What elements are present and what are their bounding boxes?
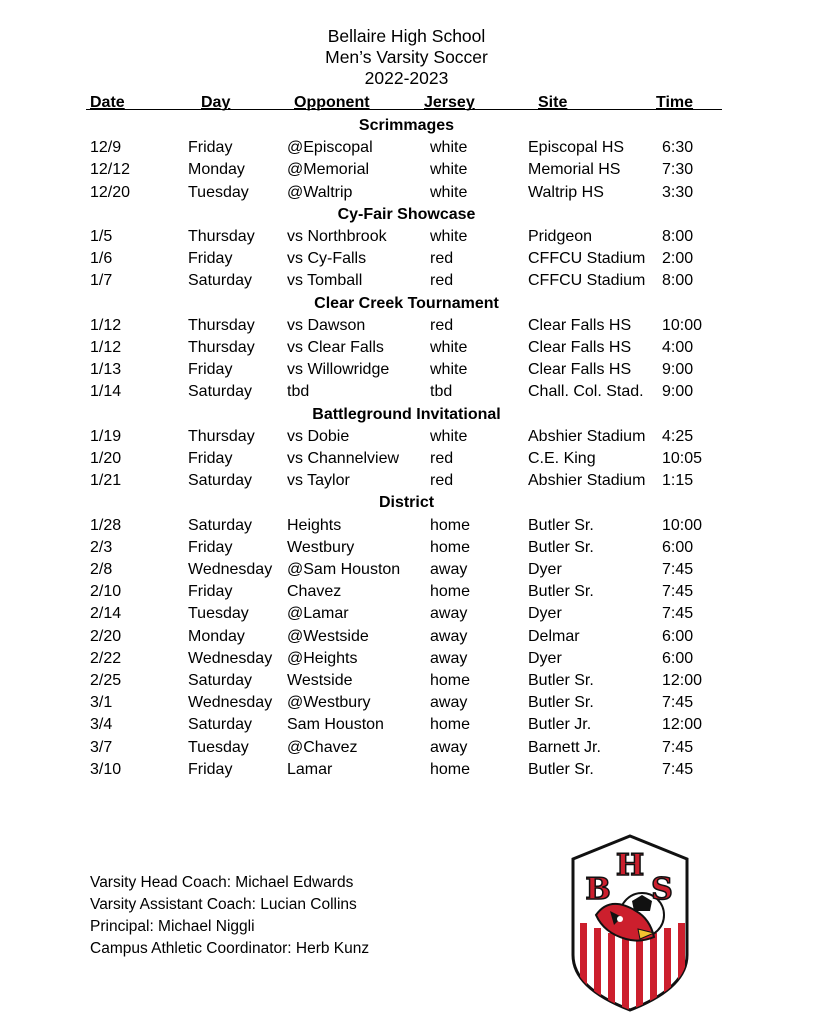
table-row bbox=[0, 448, 813, 470]
table-row bbox=[0, 359, 813, 381]
cell-site: Butler Sr. bbox=[528, 538, 594, 556]
cell-day: Friday bbox=[188, 139, 233, 157]
cell-time: 10:05 bbox=[662, 450, 703, 467]
header-opponent: Opponent bbox=[294, 94, 370, 111]
cell-day: Friday bbox=[188, 760, 233, 778]
cell-jersey: red bbox=[430, 250, 454, 268]
cell-day: Wednesday bbox=[188, 561, 273, 578]
cell-date: 2/3 bbox=[90, 538, 113, 556]
cell-jersey: away bbox=[430, 605, 468, 623]
cell-date: 1/20 bbox=[90, 450, 122, 467]
cell-day: Friday bbox=[188, 538, 233, 556]
cell-jersey: red bbox=[430, 316, 454, 334]
cell-time: 7:45 bbox=[662, 694, 694, 712]
cell-opponent: vs Willowridge bbox=[287, 361, 390, 379]
cell-opponent: Westside bbox=[287, 672, 353, 689]
section-heading: Battleground Invitational bbox=[312, 405, 501, 423]
cell-opponent: vs Clear Falls bbox=[287, 339, 384, 356]
cell-time: 8:00 bbox=[662, 228, 694, 245]
cell-jersey: home bbox=[430, 672, 471, 689]
cell-date: 1/14 bbox=[90, 383, 122, 401]
logo-letter-s: S bbox=[651, 872, 673, 907]
cell-date: 1/7 bbox=[90, 272, 113, 290]
cell-date: 1/12 bbox=[90, 316, 122, 334]
cell-day: Saturday bbox=[188, 716, 253, 734]
staff-line: Principal: Michael Niggli bbox=[90, 918, 255, 935]
cell-jersey: away bbox=[430, 694, 468, 712]
cell-time: 1:15 bbox=[662, 472, 694, 490]
cell-site: Clear Falls HS bbox=[528, 339, 632, 356]
table-row bbox=[0, 270, 813, 292]
cell-date: 2/25 bbox=[90, 672, 122, 689]
table-row bbox=[0, 648, 813, 670]
cell-date: 1/19 bbox=[90, 427, 122, 445]
cell-site: Chall. Col. Stad. bbox=[528, 383, 644, 401]
school-name: Bellaire High School bbox=[327, 26, 486, 46]
header-time: Time bbox=[656, 94, 694, 111]
cell-day: Thursday bbox=[188, 316, 255, 334]
cell-day: Tuesday bbox=[188, 738, 249, 756]
cell-date: 12/20 bbox=[90, 183, 131, 201]
cell-opponent: Chavez bbox=[287, 583, 342, 601]
cell-site: Dyer bbox=[528, 605, 562, 623]
cell-jersey: white bbox=[430, 427, 468, 445]
table-row bbox=[0, 714, 813, 736]
table-row bbox=[0, 670, 813, 692]
table-row bbox=[0, 226, 813, 248]
cell-day: Thursday bbox=[188, 427, 255, 445]
cell-jersey: away bbox=[430, 738, 468, 756]
cell-date: 1/6 bbox=[90, 250, 113, 268]
cell-time: 6:00 bbox=[662, 649, 694, 667]
cell-site: Pridgeon bbox=[528, 228, 593, 245]
cell-time: 6:30 bbox=[662, 139, 694, 157]
cell-date: 12/9 bbox=[90, 139, 122, 157]
cell-day: Friday bbox=[188, 250, 233, 268]
section-heading: Cy-Fair Showcase bbox=[337, 205, 476, 223]
cell-opponent: @Heights bbox=[287, 649, 358, 667]
cell-date: 3/4 bbox=[90, 716, 113, 734]
cell-site: Butler Jr. bbox=[528, 716, 592, 734]
cell-site: Dyer bbox=[528, 561, 562, 578]
cell-site: Clear Falls HS bbox=[528, 361, 632, 379]
staff-line: Campus Athletic Coordinator: Herb Kunz bbox=[90, 940, 370, 957]
cell-jersey: home bbox=[430, 583, 471, 601]
cell-time: 10:00 bbox=[662, 316, 703, 334]
cell-site: Butler Sr. bbox=[528, 516, 594, 534]
cell-time: 8:00 bbox=[662, 272, 694, 290]
table-row bbox=[0, 537, 813, 559]
table-row bbox=[0, 737, 813, 759]
cell-day: Friday bbox=[188, 583, 233, 601]
cell-jersey: red bbox=[430, 472, 454, 490]
cell-day: Saturday bbox=[188, 383, 253, 401]
cell-site: Butler Sr. bbox=[528, 694, 594, 712]
table-row bbox=[0, 759, 813, 781]
cell-date: 3/10 bbox=[90, 760, 122, 778]
table-row bbox=[0, 603, 813, 625]
logo-letter-h: H bbox=[615, 848, 645, 883]
cell-opponent: vs Tomball bbox=[287, 272, 363, 290]
cell-date: 3/7 bbox=[90, 738, 113, 756]
cell-site: CFFCU Stadium bbox=[528, 272, 646, 290]
table-row bbox=[0, 515, 813, 537]
cell-opponent: vs Dawson bbox=[287, 316, 366, 334]
cell-date: 2/14 bbox=[90, 605, 122, 623]
header-day: Day bbox=[201, 94, 231, 111]
cell-site: Butler Sr. bbox=[528, 583, 594, 601]
header-date: Date bbox=[90, 94, 125, 111]
cell-jersey: white bbox=[430, 161, 468, 179]
table-row bbox=[0, 248, 813, 270]
cell-opponent: vs Taylor bbox=[287, 472, 350, 490]
cell-time: 12:00 bbox=[662, 672, 703, 689]
cell-date: 1/28 bbox=[90, 516, 122, 534]
cell-date: 1/13 bbox=[90, 361, 122, 379]
cell-site: Abshier Stadium bbox=[528, 472, 646, 490]
cell-day: Saturday bbox=[188, 516, 253, 534]
cell-time: 7:45 bbox=[662, 738, 694, 756]
table-row bbox=[0, 426, 813, 448]
cell-day: Monday bbox=[188, 161, 245, 179]
cell-opponent: @Lamar bbox=[287, 605, 349, 623]
cell-day: Friday bbox=[188, 361, 233, 379]
cell-site: CFFCU Stadium bbox=[528, 250, 646, 268]
cell-time: 2:00 bbox=[662, 250, 694, 268]
cell-jersey: away bbox=[430, 561, 468, 578]
cell-jersey: white bbox=[430, 228, 468, 245]
table-row bbox=[0, 337, 813, 359]
cell-time: 9:00 bbox=[662, 383, 694, 401]
cell-date: 2/10 bbox=[90, 583, 122, 601]
cell-opponent: vs Cy-Falls bbox=[287, 250, 367, 268]
header-jersey: Jersey bbox=[424, 94, 475, 111]
cell-time: 7:45 bbox=[662, 561, 694, 578]
cell-time: 3:30 bbox=[662, 183, 694, 201]
table-row bbox=[0, 559, 813, 581]
table-row bbox=[0, 381, 813, 403]
cell-opponent: tbd bbox=[287, 383, 310, 401]
cell-time: 7:30 bbox=[662, 161, 694, 179]
cell-time: 7:45 bbox=[662, 605, 694, 623]
cell-opponent: @Episcopal bbox=[287, 139, 373, 157]
cell-day: Tuesday bbox=[188, 183, 249, 201]
cell-day: Wednesday bbox=[188, 649, 273, 667]
cell-time: 7:45 bbox=[662, 583, 694, 601]
header-site: Site bbox=[538, 94, 568, 111]
table-row bbox=[0, 182, 813, 204]
cell-site: Memorial HS bbox=[528, 161, 621, 179]
cell-day: Wednesday bbox=[188, 694, 273, 712]
cell-site: Episcopal HS bbox=[528, 139, 625, 157]
season: 2022-2023 bbox=[364, 68, 449, 88]
cell-date: 1/5 bbox=[90, 228, 113, 245]
cell-opponent: @Memorial bbox=[287, 161, 370, 179]
cell-opponent: @Waltrip bbox=[287, 183, 353, 201]
cell-jersey: away bbox=[430, 649, 468, 667]
cell-day: Saturday bbox=[188, 672, 253, 689]
cell-date: 3/1 bbox=[90, 694, 113, 712]
cell-day: Thursday bbox=[188, 228, 255, 245]
cell-day: Saturday bbox=[188, 272, 253, 290]
cell-opponent: @Westbury bbox=[287, 694, 371, 712]
cell-site: Barnett Jr. bbox=[528, 738, 601, 756]
table-row bbox=[0, 626, 813, 648]
cell-opponent: Lamar bbox=[287, 760, 333, 778]
cell-day: Monday bbox=[188, 627, 245, 645]
team-name: Men’s Varsity Soccer bbox=[325, 47, 488, 67]
cell-opponent: @Westside bbox=[287, 627, 369, 645]
cell-jersey: home bbox=[430, 516, 471, 534]
cell-day: Thursday bbox=[188, 339, 255, 356]
cell-site: Dyer bbox=[528, 649, 562, 667]
cell-jersey: white bbox=[430, 361, 468, 379]
cell-opponent: @Chavez bbox=[287, 738, 358, 756]
staff-line: Varsity Assistant Coach: Lucian Collins bbox=[90, 896, 357, 913]
cell-opponent: Sam Houston bbox=[287, 716, 384, 734]
cell-site: Clear Falls HS bbox=[528, 316, 632, 334]
cell-time: 6:00 bbox=[662, 538, 694, 556]
cell-opponent: Westbury bbox=[287, 538, 355, 556]
shield-icon bbox=[570, 833, 690, 1013]
table-row bbox=[0, 581, 813, 603]
cell-jersey: away bbox=[430, 627, 468, 645]
cell-day: Friday bbox=[188, 450, 233, 467]
table-row bbox=[0, 692, 813, 714]
table-row bbox=[0, 470, 813, 492]
cell-site: Butler Sr. bbox=[528, 672, 594, 689]
cell-jersey: tbd bbox=[430, 383, 453, 401]
table-row bbox=[0, 159, 813, 181]
cell-jersey: white bbox=[430, 183, 468, 201]
cell-date: 1/12 bbox=[90, 339, 122, 356]
cell-time: 9:00 bbox=[662, 361, 694, 379]
cell-date: 2/22 bbox=[90, 649, 122, 667]
cell-date: 1/21 bbox=[90, 472, 122, 490]
header-rule bbox=[86, 109, 722, 110]
cell-site: Delmar bbox=[528, 627, 580, 645]
cell-opponent: @Sam Houston bbox=[287, 561, 401, 578]
cell-date: 2/8 bbox=[90, 561, 113, 578]
cell-time: 6:00 bbox=[662, 627, 694, 645]
cell-day: Tuesday bbox=[188, 605, 249, 623]
cell-date: 2/20 bbox=[90, 627, 122, 645]
staff-line: Varsity Head Coach: Michael Edwards bbox=[90, 874, 354, 891]
cell-jersey: home bbox=[430, 760, 471, 778]
cell-jersey: home bbox=[430, 538, 471, 556]
cell-time: 4:25 bbox=[662, 427, 694, 445]
section-heading: Scrimmages bbox=[358, 117, 455, 134]
section-heading: District bbox=[378, 494, 435, 512]
cell-time: 7:45 bbox=[662, 760, 694, 778]
section-heading: Clear Creek Tournament bbox=[314, 294, 499, 312]
table-row bbox=[0, 315, 813, 337]
cell-opponent: vs Dobie bbox=[287, 427, 350, 445]
cell-opponent: vs Northbrook bbox=[287, 228, 387, 245]
cell-opponent: vs Channelview bbox=[287, 450, 400, 467]
cell-site: Butler Sr. bbox=[528, 760, 594, 778]
cell-jersey: white bbox=[430, 339, 468, 356]
logo-letter-b: B bbox=[585, 872, 611, 907]
cell-day: Saturday bbox=[188, 472, 253, 490]
cell-jersey: red bbox=[430, 272, 454, 290]
cell-time: 4:00 bbox=[662, 339, 694, 356]
cell-site: Abshier Stadium bbox=[528, 427, 646, 445]
cell-date: 12/12 bbox=[90, 161, 131, 179]
cell-jersey: white bbox=[430, 139, 468, 157]
cell-time: 12:00 bbox=[662, 716, 703, 734]
cell-time: 10:00 bbox=[662, 516, 703, 534]
cell-site: C.E. King bbox=[528, 450, 596, 467]
cell-site: Waltrip HS bbox=[528, 183, 604, 201]
cell-jersey: home bbox=[430, 716, 471, 734]
table-row bbox=[0, 137, 813, 159]
cell-jersey: red bbox=[430, 450, 454, 467]
bhs-cardinal-logo bbox=[570, 833, 690, 1013]
cell-opponent: Heights bbox=[287, 516, 342, 534]
